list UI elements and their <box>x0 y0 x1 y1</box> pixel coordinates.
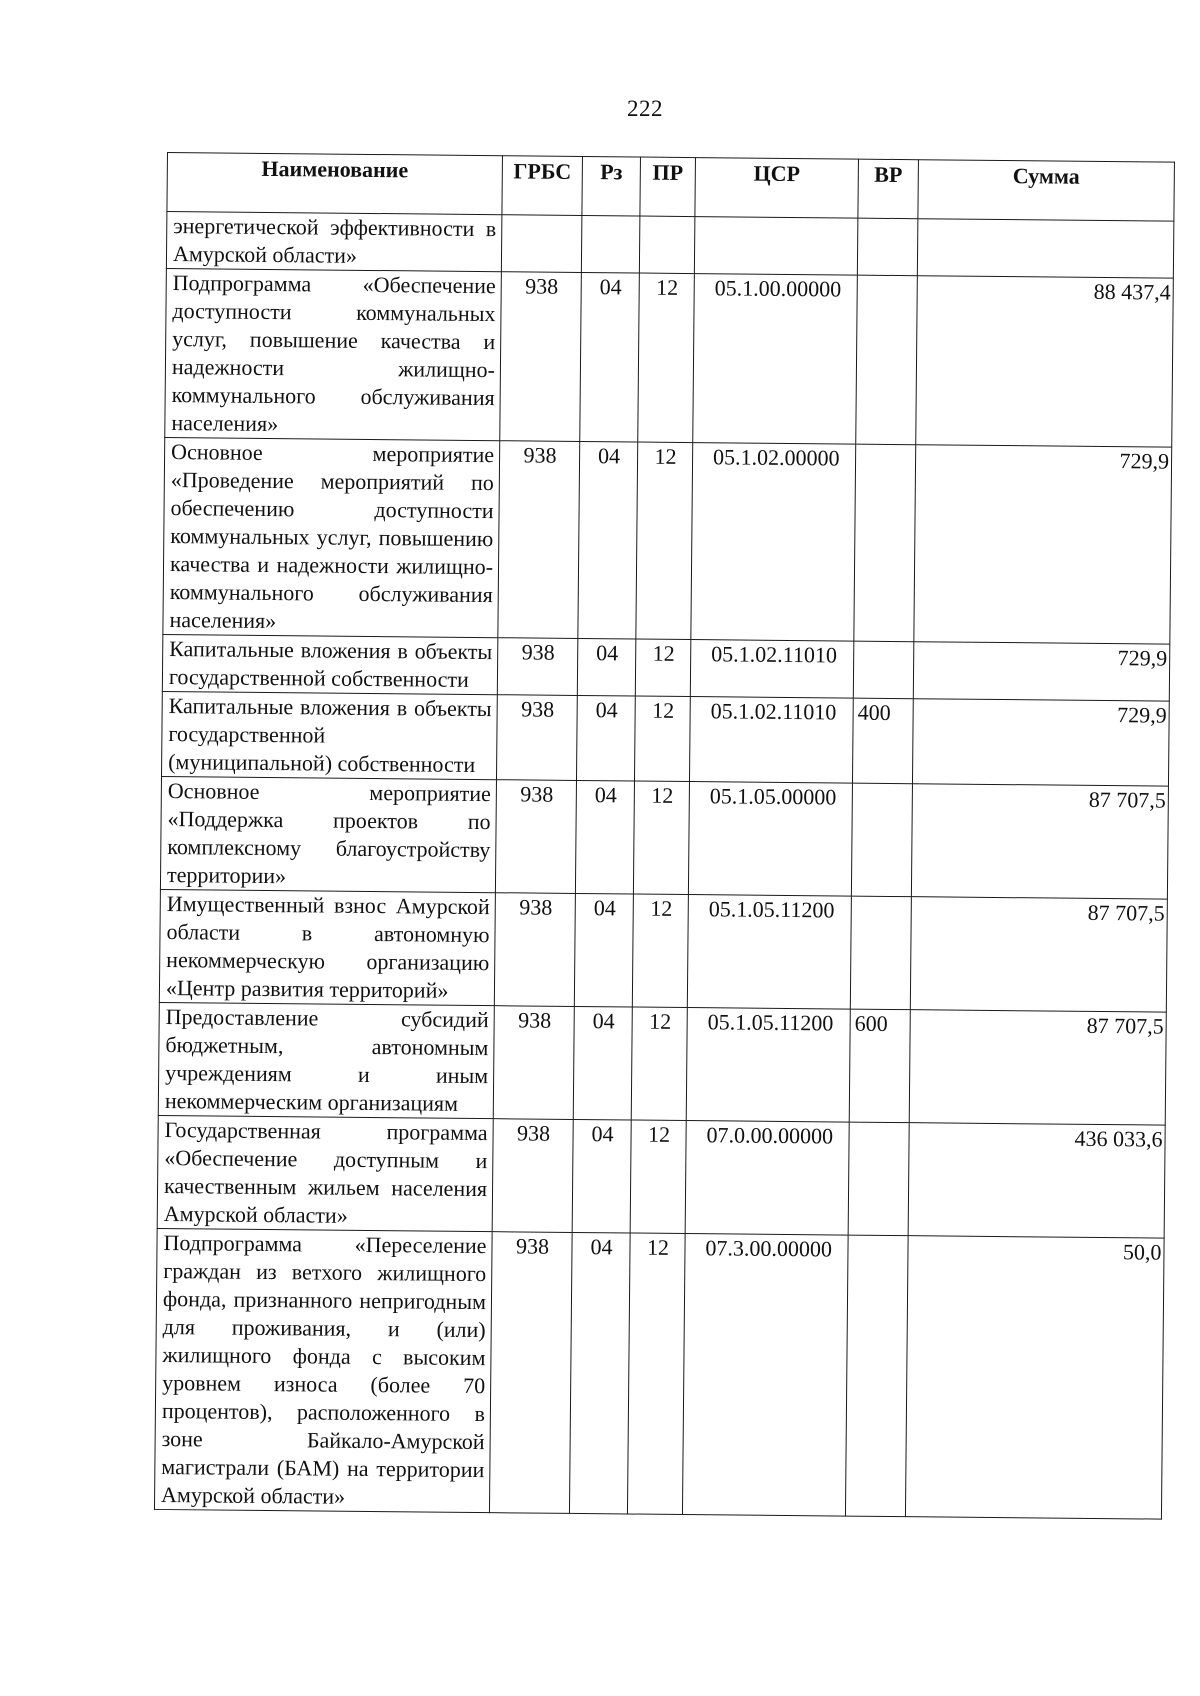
cell-rz: 04 <box>574 893 633 1007</box>
cell-grbs: 938 <box>495 780 576 894</box>
cell-name: Основное мероприятие «Проведение мероприятий по обеспечению доступности коммунальных услуг, повышению качества и надежности жилищно-коммунального обслуживания населения» <box>163 437 500 637</box>
cell-sum: 50,0 <box>905 1236 1164 1519</box>
cell-csr <box>694 217 858 276</box>
cell-csr: 07.3.00.00000 <box>682 1234 848 1517</box>
cell-csr: 05.1.05.11200 <box>686 1008 850 1123</box>
cell-vr <box>853 641 914 699</box>
cell-pr: 12 <box>636 442 693 640</box>
cell-sum: 87 707,5 <box>910 897 1167 1012</box>
table-row <box>166 212 1174 279</box>
cell-name: Имущественный взнос Амурской области в автономную некоммерческую организацию «Центр развития территорий» <box>159 889 495 1005</box>
cell-name: Подпрограмма «Обеспечение доступности коммунальных услуг, повышение качества и надежности жилищно-коммунального обслуживания населения» <box>165 268 502 440</box>
cell-vr <box>857 218 918 276</box>
cell-vr <box>851 783 912 897</box>
cell-grbs <box>501 215 582 273</box>
cell-pr: 12 <box>633 781 689 895</box>
cell-rz <box>581 215 640 273</box>
cell-csr: 05.1.02.00000 <box>691 443 856 642</box>
header-pr: ПР <box>640 157 696 217</box>
cell-name: Подпрограмма «Переселение граждан из ветхого жилищного фонда, признанного непригодным для проживания, и (или) жилищного фонда с высоким уровнем износа (более 70 процентов), расположенного в зоне Байкало-Амурской магистрали (БАМ) на территории Амурской области» <box>154 1228 492 1512</box>
table-row <box>154 1228 1164 1519</box>
cell-rz: 04 <box>577 638 636 696</box>
cell-sum: 87 707,5 <box>911 784 1168 899</box>
cell-name: Капитальные вложения в объекты государственной собственности <box>162 634 498 694</box>
cell-sum <box>917 219 1174 278</box>
cell-name: Основное мероприятие «Поддержка проектов по комплексному благоустройству территории» <box>160 776 496 892</box>
cell-sum: 87 707,5 <box>909 1010 1166 1125</box>
table-row <box>162 691 1170 786</box>
cell-grbs: 938 <box>496 695 577 781</box>
table-row <box>159 889 1167 1012</box>
header-name: Наименование <box>167 153 503 215</box>
table-row <box>160 776 1168 899</box>
cell-rz: 04 <box>578 441 638 639</box>
cell-pr: 12 <box>638 273 695 443</box>
cell-pr: 12 <box>635 639 691 697</box>
cell-vr: 400 <box>852 698 913 784</box>
cell-vr: 600 <box>849 1009 910 1123</box>
table-row <box>158 1002 1166 1125</box>
cell-rz: 04 <box>575 780 634 894</box>
cell-rz: 04 <box>569 1232 630 1514</box>
cell-csr: 07.0.00.00000 <box>685 1121 849 1236</box>
cell-rz: 04 <box>572 1119 631 1233</box>
cell-grbs: 938 <box>489 1232 572 1514</box>
cell-csr: 05.1.05.00000 <box>688 782 852 897</box>
cell-sum: 88 437,4 <box>916 276 1174 447</box>
cell-name: Государственная программа «Обеспечение доступным и качественным жильем населения Амурской области» <box>157 1115 493 1231</box>
table-row <box>157 1115 1165 1238</box>
table-row <box>162 634 1170 701</box>
cell-vr <box>854 444 916 642</box>
cell-name: Капитальные вложения в объекты государственной (муниципальной) собственности <box>162 691 498 779</box>
cell-csr: 05.1.00.00000 <box>693 274 858 445</box>
cell-grbs: 938 <box>493 1006 574 1120</box>
cell-sum: 729,9 <box>914 445 1172 644</box>
cell-name: энергетической эффективности в Амурской области» <box>166 212 502 272</box>
cell-name: Предоставление субсидий бюджетным, автономным учреждениям и иным некоммерческим организациям <box>158 1002 494 1118</box>
cell-grbs: 938 <box>494 893 575 1007</box>
table-row <box>163 437 1172 644</box>
cell-csr: 05.1.05.11200 <box>687 895 851 1010</box>
header-grbs: ГРБС <box>502 156 583 216</box>
page-number: 222 <box>627 96 663 121</box>
cell-vr <box>850 896 911 1010</box>
table-header-row <box>167 153 1175 222</box>
cell-csr: 05.1.02.11010 <box>689 697 853 784</box>
cell-grbs: 938 <box>500 272 582 442</box>
cell-pr: 12 <box>634 696 690 782</box>
cell-pr: 12 <box>631 1007 687 1121</box>
cell-pr: 12 <box>627 1233 685 1515</box>
header-sum: Сумма <box>918 160 1175 221</box>
cell-pr: 12 <box>632 894 688 1008</box>
cell-csr: 05.1.02.11010 <box>690 640 854 699</box>
cell-pr <box>639 216 695 274</box>
cell-vr <box>856 275 918 445</box>
cell-pr: 12 <box>630 1120 686 1234</box>
cell-grbs: 938 <box>498 441 580 639</box>
cell-grbs: 938 <box>492 1119 573 1233</box>
cell-sum: 729,9 <box>912 699 1169 786</box>
cell-rz: 04 <box>576 695 635 781</box>
cell-vr <box>845 1235 908 1517</box>
header-csr: ЦСР <box>695 158 859 219</box>
cell-vr <box>848 1122 909 1236</box>
cell-rz: 04 <box>573 1006 632 1120</box>
header-vr: ВР <box>858 159 919 219</box>
cell-sum: 729,9 <box>913 642 1170 701</box>
table-row <box>165 268 1174 447</box>
budget-table <box>154 152 1175 1520</box>
cell-grbs: 938 <box>497 638 578 696</box>
header-rz: Рз <box>582 156 641 216</box>
cell-sum: 436 033,6 <box>908 1123 1165 1238</box>
cell-rz: 04 <box>580 272 640 442</box>
